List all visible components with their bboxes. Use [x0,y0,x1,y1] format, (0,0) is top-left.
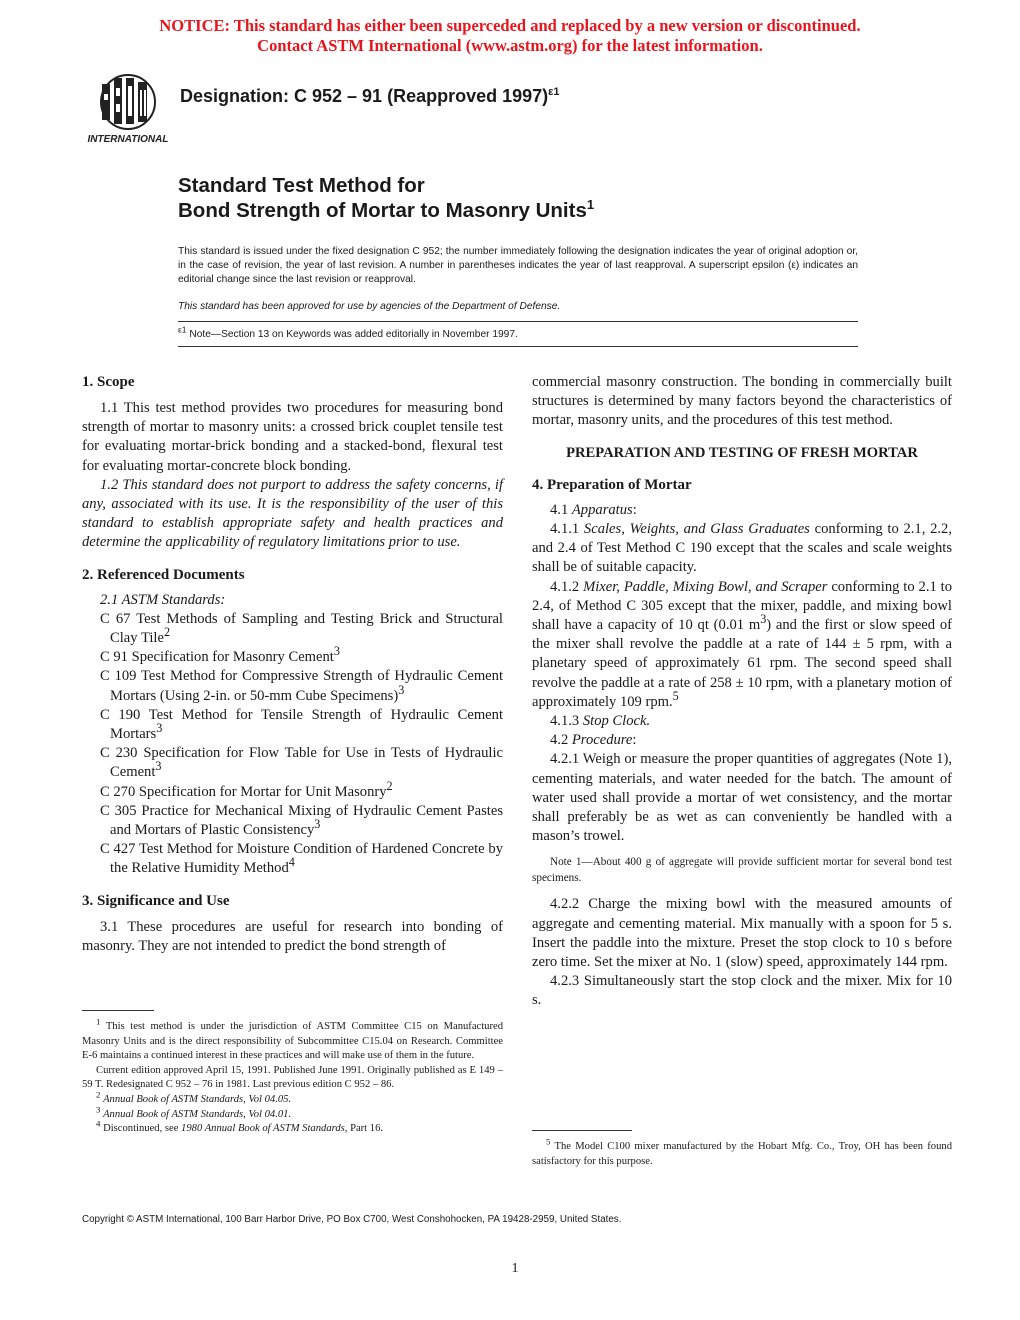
astm-logo [86,72,170,148]
ref-c230: C 230 Specification for Flow Table for Use in Tests of Hydraulic Cement$^3$ [100,745,503,781]
para-4-2-3: 4.2.3 Simultaneously start the stop clock and the mixer. Mix for 10 s. [532,973,952,1009]
preface-approved: This standard has been approved for use by agencies of the Department of Defense. [178,301,561,312]
footnote-4: $^4$ Discontinued, see 1980 Annual Book of ASTM Standards, Part 16. [96,1118,384,1135]
para-4-1: 4.1 Apparatus: [550,501,637,518]
logo-caption: INTERNATIONAL [87,134,169,145]
para-4-2-2: 4.2.2 Charge the mixing bowl with the measured amounts of aggregate and cementing material. Mix manually with a spoon for 5 s. Insert the paddle into the mixture. Preset the stop clock to 10 s before zero time. Set the mixer at No. 1 (slow) speed, approximately 144 rpm. [532,896,952,971]
designation: Designation: C 952 – 91 (Reapproved 1997)$^{\varepsilon 1}$ [180,86,560,106]
para-4-2: 4.2 Procedure: [550,732,637,749]
page-number: 1 [511,1261,519,1276]
ref-c190: C 190 Test Method for Tensile Strength of Hydraulic Cement Mortars$^3$ [100,706,503,743]
footnote-1-edition: Current edition approved April 15, 1991. Published June 1991. Originally published as E 149 – 59 T. Redesignated C 952 – 76 in 1981. Last previous edition C 952 – 86. [82,1064,503,1091]
ref-c67: C 67 Test Methods of Sampling and Testing Brick and Structural Clay Tile$^2$ [100,610,503,647]
para-2-1: 2.1 ASTM Standards: [100,591,226,608]
ref-c270: C 270 Specification for Mortar for Unit Masonry$^2$ [100,778,393,800]
preface-rule-top [178,321,858,322]
right-column [532,373,952,1011]
notice-line-2: Contact ASTM International (www.astm.org) for the latest information. [257,36,763,55]
para-3-1: 3.1 These procedures are useful for research into bonding of masonry. They are not intended to predict the bond strength of [82,918,503,954]
note-1: Note 1—About 400 g of aggregate will provide sufficient mortar for several bond test specimens. [532,856,952,884]
para-4-2-1: 4.2.1 Weigh or measure the proper quantities of aggregates (Note 1), cementing materials, and water needed for the batch. The amount of water used shall provide a mortar of wet consistency, and the mortar shall preferably be as wet as can conveniently be handled with a mason’s trowel. [532,751,952,845]
section-4-heading: 4. Preparation of Mortar [532,476,692,493]
section-2-heading: 2. Referenced Documents [82,566,245,583]
footnote-2: $^2$ Annual Book of ASTM Standards, Vol 04.05. [96,1089,292,1105]
left-column [82,373,503,956]
para-1-1: 1.1 This test method provides two procedures for measuring bond strength of mortar to masonry units: a crossed brick couplet tensile test for evaluating mortar-brick bonding and a stacked-bond, flexural test for evaluating mortar-concrete block bonding. [82,400,503,474]
para-1-2: 1.2 This standard does not purport to address the safety concerns, if any, associated with its use. It is the responsibility of the user of this standard to establish appropriate safety and health practices and determine the applicability of regulatory limitations prior to use. [82,476,503,551]
section-1-heading: 1. Scope [82,374,135,390]
para-4-1-1: 4.1.1 Scales, Weights, and Glass Graduates conforming to 2.1, 2.2, and 2.4 of Test Method C 190 except that the scales and scale weights shall be of suitable capacity. [532,521,952,576]
preface-rule-bottom [178,346,858,347]
title-line-1: Standard Test Method for [178,174,425,197]
para-3-1-continued: commercial masonry construction. The bonding in commercially built structures is determined by many factors beyond the characteristics of mortar, masonry units, and the procedures of this test method. [532,374,952,429]
title-line-2: Bond Strength of Mortar to Masonry Units$^1$ [178,197,595,222]
ref-c427: C 427 Test Method for Moisture Condition of Hardened Concrete by the Relative Humidity Method$^4$ [100,841,503,877]
preparation-heading: PREPARATION AND TESTING OF FRESH MORTAR [566,444,918,461]
astm-logo-mark [86,72,170,148]
notice-line-1: NOTICE: This standard has either been superceded and replaced by a new version or discontinued. [159,16,861,35]
footnotes-left [82,1016,503,1137]
document-title [178,173,594,223]
editorial-note: $^{\varepsilon 1}$ Note—Section 13 on Keywords was added editorially in November 1997. [178,324,518,340]
ref-c91: C 91 Specification for Masonry Cement$^3$ [100,644,340,666]
ref-c109: C 109 Test Method for Compressive Strength of Hydraulic Cement Mortars (Using 2-in. or 50-mm Cube Specimens)$^3$ [100,668,503,704]
footnote-5: $^5$ The Model C100 mixer manufactured by the Hobart Mfg. Co., Troy, OH has been found satisfactory for this purpose. [532,1136,952,1167]
ref-c305: C 305 Practice for Mechanical Mixing of Hydraulic Cement Pastes and Mortars of Plastic Consistency$^3$ [100,802,503,839]
copyright-footer: Copyright © ASTM International, 100 Barr Harbor Drive, PO Box C700, West Conshohocken, PA 19428-2959, United States. [82,1214,622,1225]
preface-issued: This standard is issued under the fixed designation C 952; the number immediately following the designation indicates the year of original adoption or, in the case of revision, the year of last revision. A number in parentheses indicates the year of last reapproval. A superscript epsilon (ε) indicates an editorial change since the last revision or reapproval. [178,246,858,286]
para-4-1-3: 4.1.3 Stop Clock. [550,713,651,730]
footnote-rule-right [532,1130,632,1131]
section-3-heading: 3. Significance and Use [82,892,230,909]
para-4-1-2: 4.1.2 Mixer, Paddle, Mixing Bowl, and Scraper conforming to 2.1 to 2.4, of Method C 305 except that the mixer, paddle, and mixing bowl shall have a capacity of 10 qt (0.01 $m^3$) and the first or slow speed of the mixer shall revolve the paddle at a rate of 144 ± 5 rpm, with a planetary speed of approximately 61 rpm. The second speed shall revolve the paddle at a rate of 258 ± 10 rpm, with a planetary motion of approximately 109 rpm.$^5$ [532,578,953,710]
footnote-3: $^3$ Annual Book of ASTM Standards, Vol 04.01. [96,1104,292,1120]
footnote-1: $^1$ This test method is under the jurisdiction of ASTM Committee C15 on Manufactured Masonry Units and is the direct responsibility of Subcommittee C15.04 on Research. Committee E-6 maintains a continued interest in these practices and will make use of them in the future. [82,1016,503,1062]
footnote-rule-left [82,1010,154,1011]
